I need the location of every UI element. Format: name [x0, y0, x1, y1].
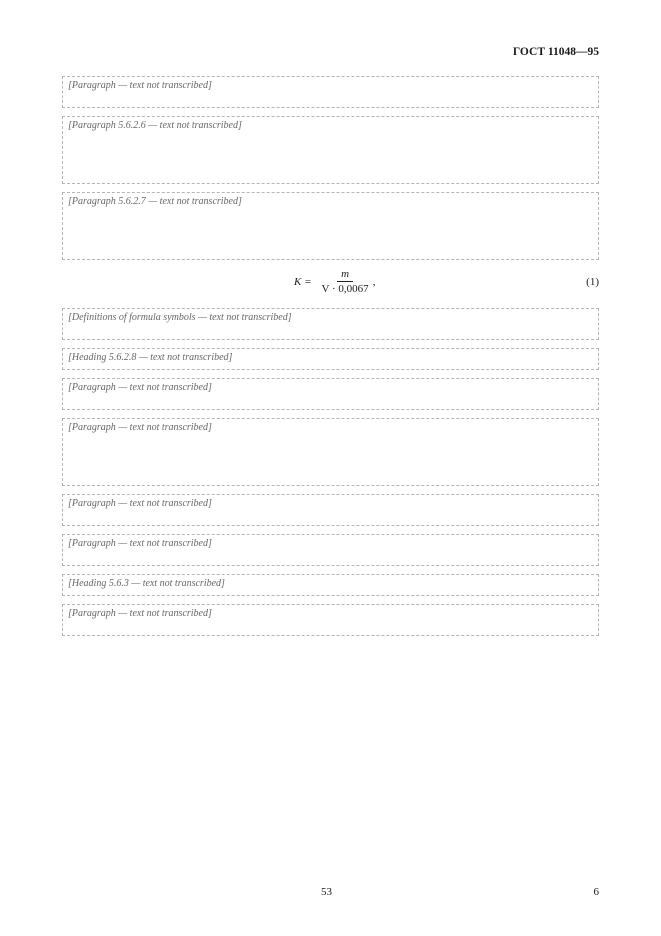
formula-symbol-definitions: [Definitions of formula symbols — text not transcribed]	[62, 308, 599, 340]
formula-suffix: ,	[372, 276, 376, 288]
formula-lhs: K =	[294, 276, 312, 288]
formula-fraction	[318, 268, 373, 296]
paragraph-enzyme-seeds: [Paragraph — text not transcribed]	[62, 378, 599, 410]
formula-denominator: V · 0,0067	[321, 283, 369, 295]
formula-numerator: m	[337, 268, 353, 282]
page-number-right: 6	[593, 886, 599, 898]
formula-expression	[294, 268, 375, 296]
paragraph-rapeseed-substitute: [Paragraph — text not transcribed]	[62, 534, 599, 566]
heading-5-6-2-8: [Heading 5.6.2.8 — text not transcribed]	[62, 348, 599, 370]
paragraph-sample-preparation: [Paragraph — text not transcribed]	[62, 604, 599, 636]
heading-5-6-3: [Heading 5.6.3 — text not transcribed]	[62, 574, 599, 596]
equation-number: (1)	[586, 276, 599, 288]
formula-1	[62, 268, 599, 298]
paragraph-centrifugation: [Paragraph — text not transcribed]	[62, 494, 599, 526]
document-body	[62, 76, 599, 644]
page-number-center: 53	[321, 886, 332, 898]
paragraph-5-6-2-7: [Paragraph 5.6.2.7 — text not transcribed]	[62, 192, 599, 260]
paragraph-opening: [Paragraph — text not transcribed]	[62, 76, 599, 108]
paragraph-5-6-2-6: [Paragraph 5.6.2.6 — text not transcribed]	[62, 116, 599, 184]
document-header: ГОСТ 11048—95	[512, 46, 599, 58]
paragraph-enzyme-preparation: [Paragraph — text not transcribed]	[62, 418, 599, 486]
